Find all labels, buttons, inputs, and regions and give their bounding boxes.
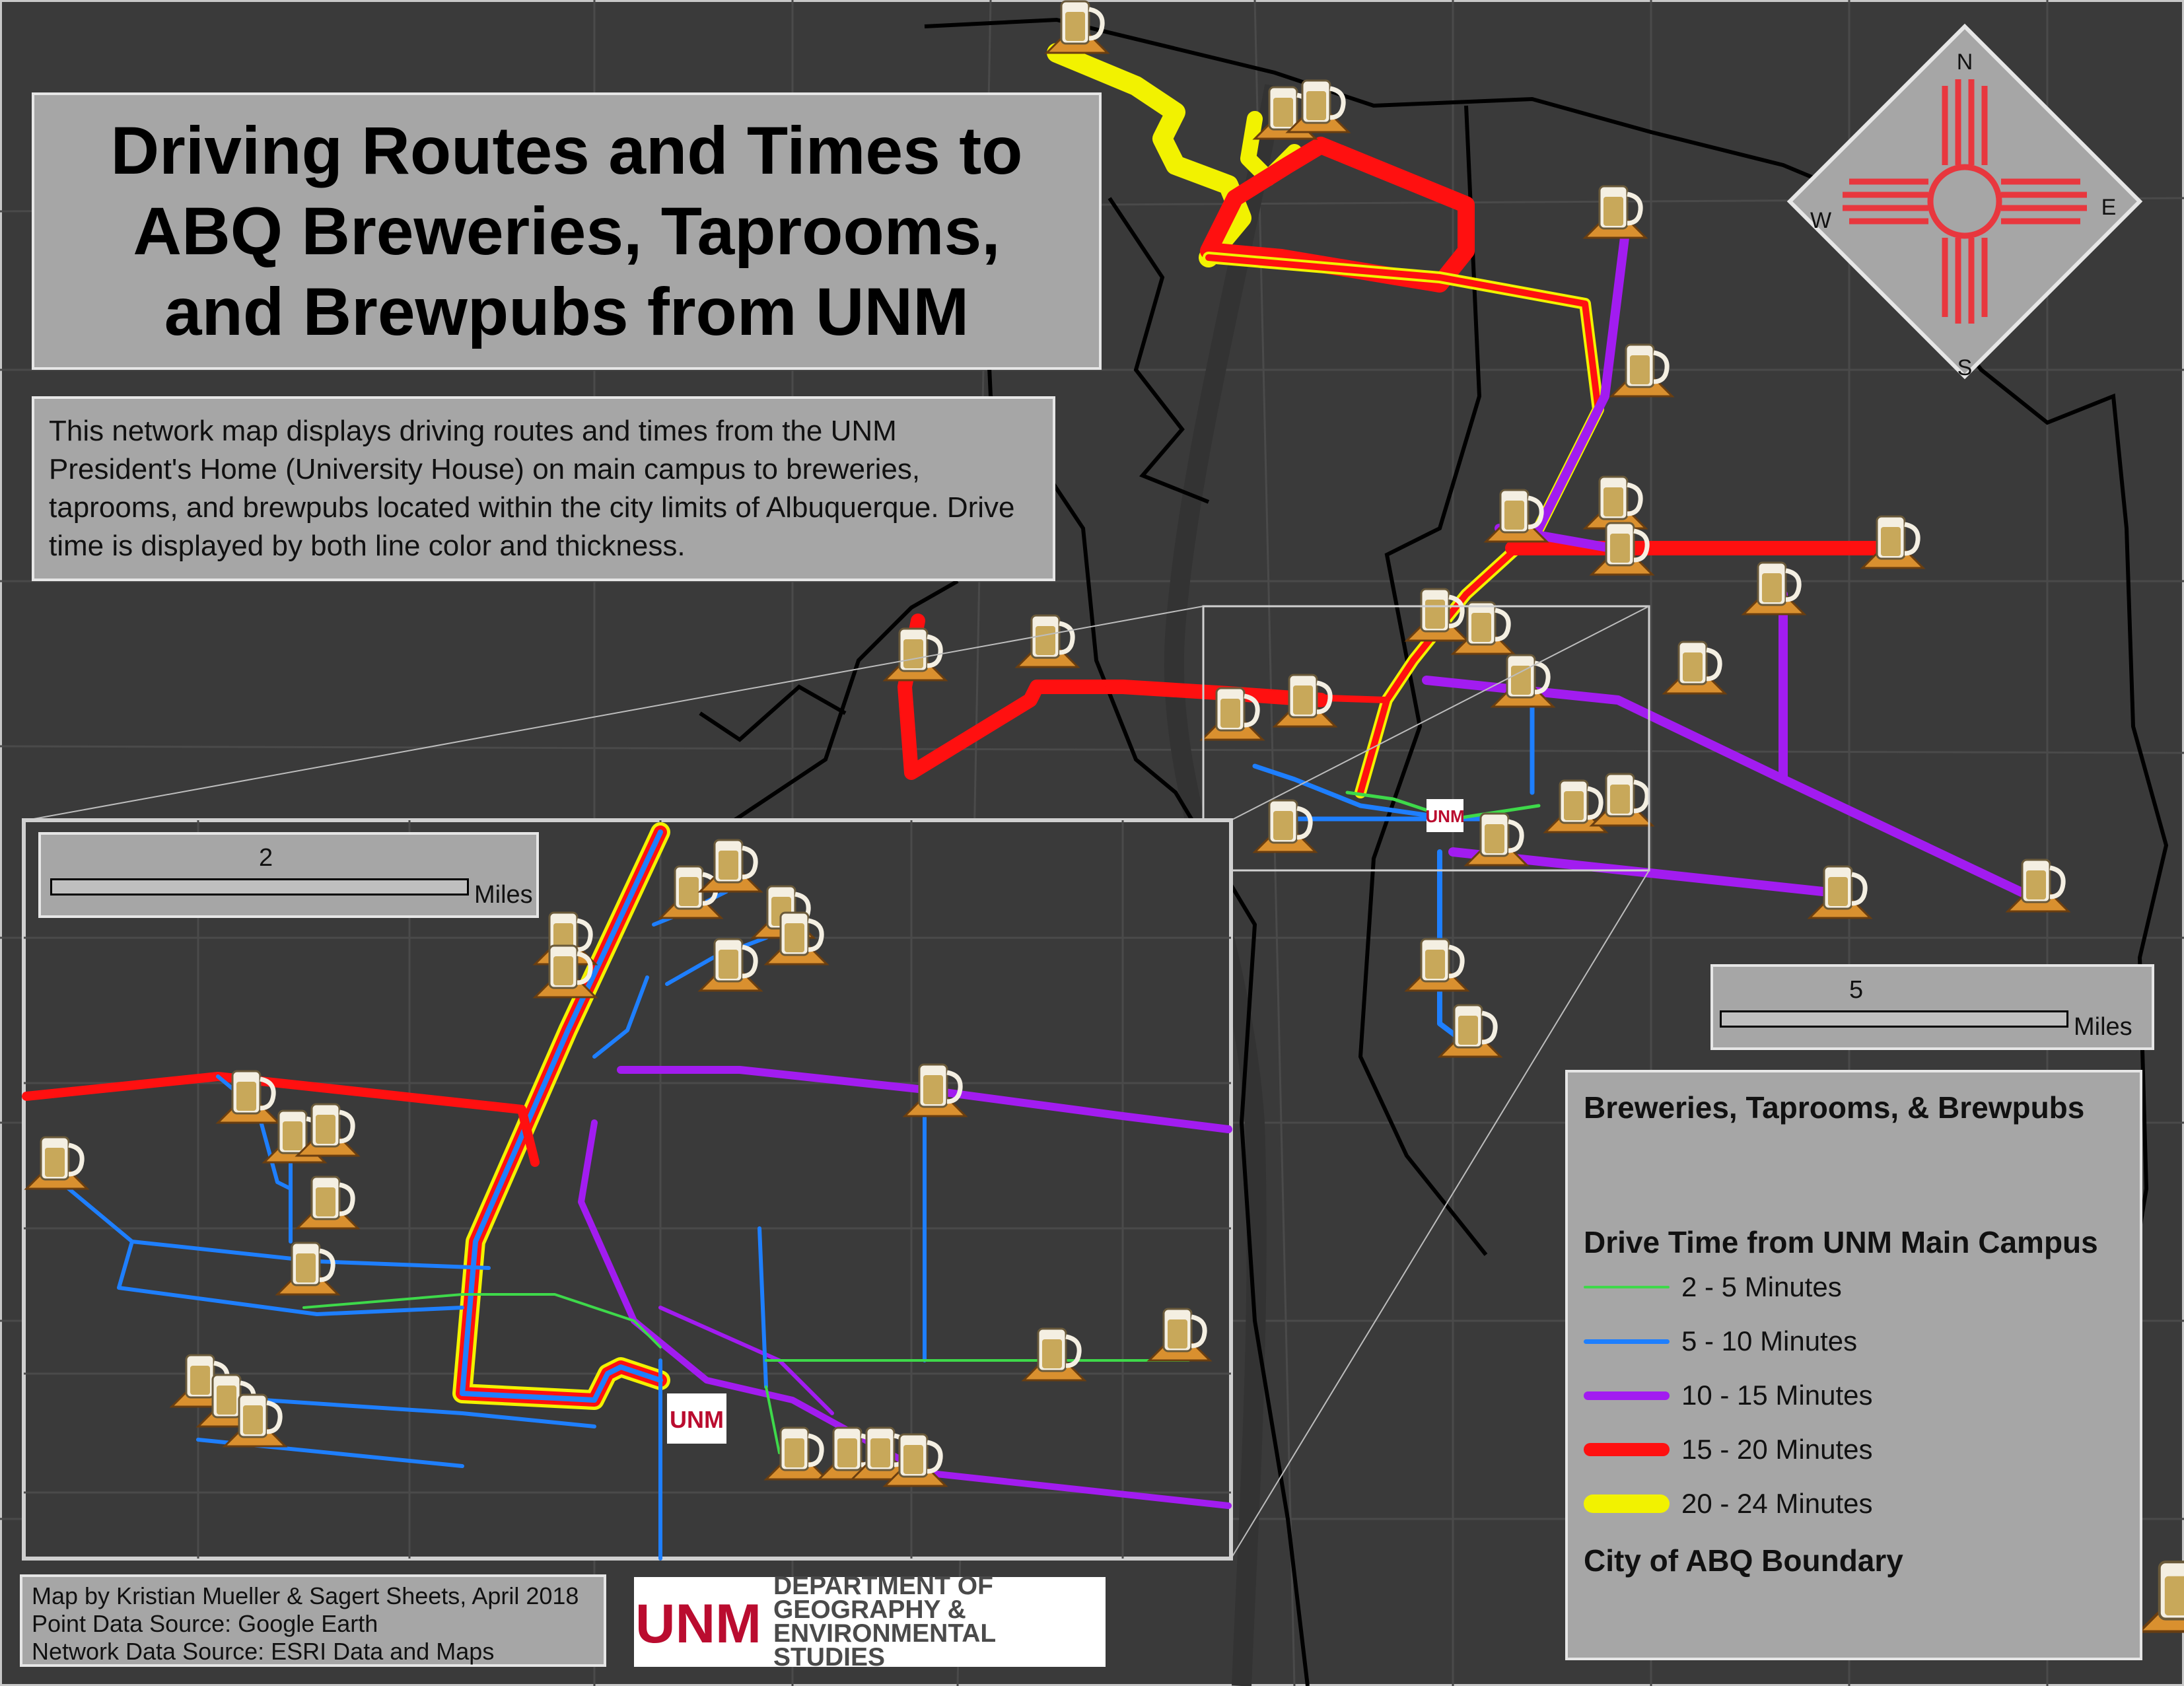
dept-line-3: ENVIRONMENTAL STUDIES	[773, 1619, 996, 1671]
campus-marker-text: UNM	[1425, 806, 1465, 826]
legend-label-3: 15 - 20 Minutes	[1681, 1434, 1873, 1465]
legend-swatch-3	[1584, 1443, 1670, 1456]
legend-label-2: 10 - 15 Minutes	[1681, 1380, 1873, 1411]
inset-map	[24, 820, 1231, 1559]
legend-item	[1584, 1314, 2124, 1368]
legend-swatch-0	[1584, 1286, 1670, 1288]
legend-label-0: 2 - 5 Minutes	[1681, 1271, 1842, 1302]
legend-label-4: 20 - 24 Minutes	[1681, 1488, 1873, 1519]
legend-brewery-symbol	[1584, 1125, 2124, 1224]
legend-items	[1584, 1260, 2124, 1531]
legend-panel	[1565, 1070, 2142, 1660]
dept-line-1: DEPARTMENT OF	[773, 1572, 993, 1600]
legend-boundary-title: City of ABQ Boundary	[1584, 1543, 1903, 1578]
dept-line-2: GEOGRAPHY &	[773, 1596, 966, 1624]
compass-north: N	[1956, 50, 1973, 75]
campus-marker-inset-text: UNM	[670, 1406, 724, 1433]
legend-drive-title: Drive Time from UNM Main Campus	[1584, 1225, 2098, 1259]
legend-swatch-1	[1584, 1339, 1670, 1344]
department-logo	[634, 1572, 1106, 1671]
legend-points-title: Breweries, Taprooms, & Brewpubs	[1584, 1090, 2085, 1125]
legend-label-1: 5 - 10 Minutes	[1681, 1325, 1858, 1356]
legend-item	[1584, 1423, 2124, 1477]
legend-item	[1584, 1260, 2124, 1314]
scale-inset-value: 2	[259, 844, 273, 872]
credits-panel	[20, 1574, 606, 1667]
compass-west: W	[1810, 208, 1832, 233]
scale-inset-unit: Miles	[474, 881, 533, 909]
scale-main-bar	[1720, 1010, 2068, 1028]
credit-author: Map by Kristian Mueller & Sagert Sheets, April 2018	[32, 1582, 579, 1609]
title-panel	[32, 92, 1102, 370]
scale-bar-inset	[38, 832, 539, 918]
compass-south: S	[1957, 355, 1973, 380]
scale-inset-bar	[50, 878, 469, 896]
credit-point-source: Point Data Source: Google Earth	[32, 1610, 378, 1637]
legend-item	[1584, 1477, 2124, 1531]
unm-logo-text: UNM	[635, 1592, 761, 1655]
map-description: This network map displays driving routes and times from the UNM President's Home (University House) on main campus to breweries, taprooms, and brewpubs located within the city limits of Albuquerque. Drive time is displayed by both line color and thickness.	[49, 415, 1015, 562]
unm-campus-marker-inset	[667, 1393, 726, 1444]
legend-swatch-4	[1584, 1494, 1670, 1513]
unm-campus-marker-main	[1425, 799, 1464, 832]
legend-item	[1584, 1368, 2124, 1423]
scale-main-value: 5	[1849, 976, 1864, 1004]
credit-network-source: Network Data Source: ESRI Data and Maps	[32, 1638, 495, 1665]
compass-east: E	[2101, 195, 2117, 220]
map-title: Driving Routes and Times to ABQ Breweries, Taprooms, and Brewpubs from UNM	[110, 113, 1023, 349]
description-panel	[32, 396, 1055, 581]
scale-bar-main	[1710, 964, 2154, 1050]
unm-logo-mark	[634, 1582, 763, 1662]
scale-main-unit: Miles	[2074, 1013, 2132, 1041]
legend-swatch-2	[1584, 1391, 1670, 1400]
